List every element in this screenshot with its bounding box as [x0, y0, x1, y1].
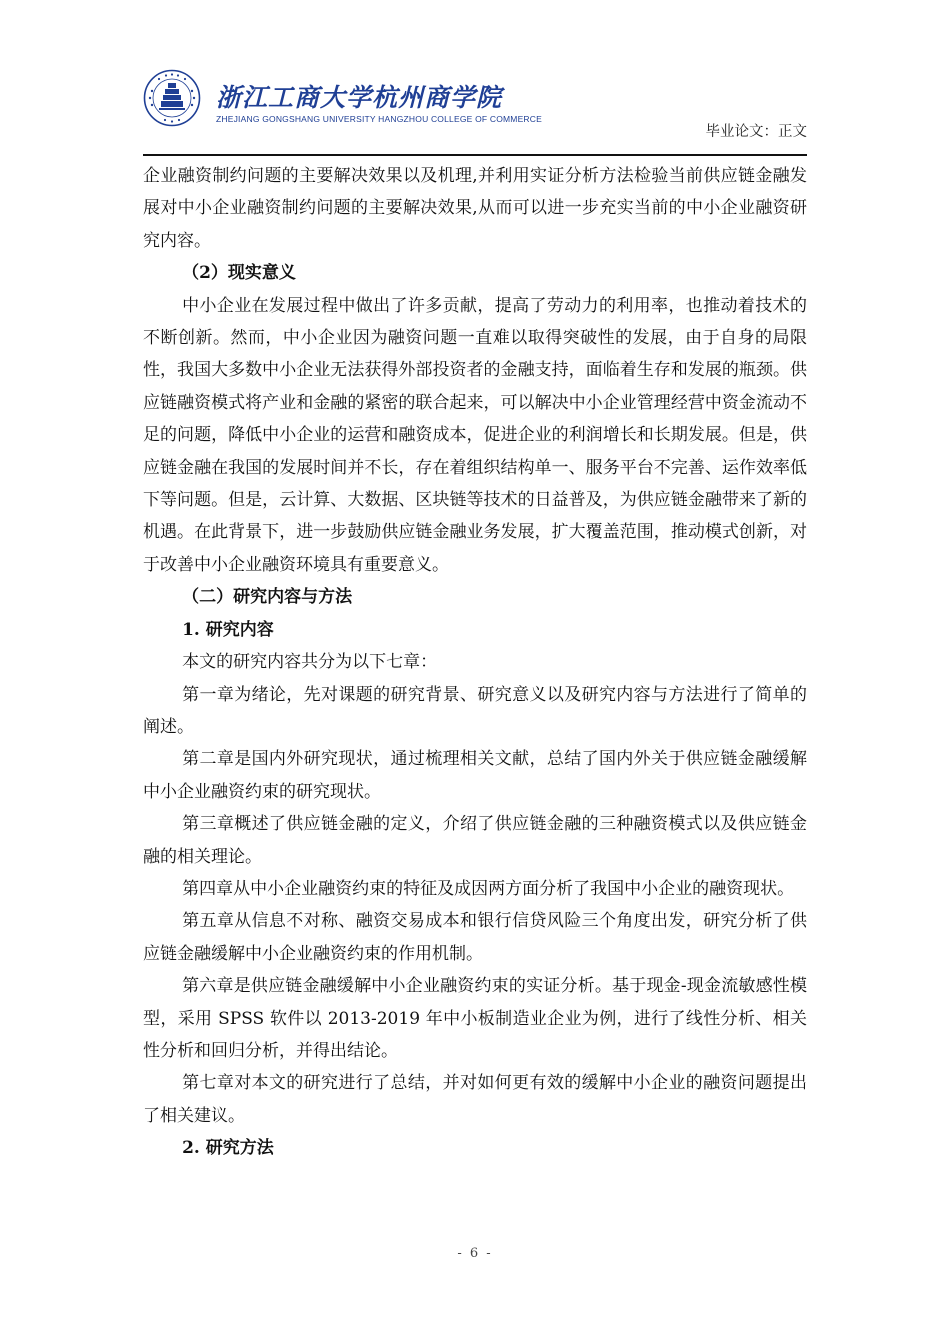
- paragraph-chapter-6: 第六章是供应链金融缓解中小企业融资约束的实证分析。基于现金-现金流敏感性模型，采用 SPSS 软件以 2013-2019 年中小板制造业企业为例，进行了线性分析、相关性分析和回归分析，并得出结论。: [143, 976, 807, 1061]
- school-name-en: ZHEJIANG GONGSHANG UNIVERSITY HANGZHOU COLLEGE OF COMMERCE: [216, 114, 542, 124]
- running-head: 毕业论文：正文: [705, 124, 807, 140]
- school-logo-text: [216, 84, 542, 125]
- school-seal-logo: [143, 69, 201, 127]
- paragraph-practical-significance: 中小企业在发展过程中做出了许多贡献，提高了劳动力的利用率，也推动着技术的不断创新。然而，中小企业因为融资问题一直难以取得突破性的发展，由于自身的局限性，我国大多数中小企业无法获得外部投资者的金融支持，面临着生存和发展的瓶颈。供应链融资模式将产业和金融的紧密的联合起来，可以解决中小企业管理经营中资金流动不足的问题，降低中小企业的运营和融资成本，促进企业的利润增长和长期发展。但是，供应链金融在我国的发展时间并不长，存在着组织结构单一、服务平台不完善、运作效率低下等问题。但是，云计算、大数据、区块链等技术的日益普及，为供应链金融带来了新的机遇。在此背景下，进一步鼓励供应链金融业务发展，扩大覆盖范围，推动模式创新，对于改善中小企业融资环境具有重要意义。: [143, 295, 807, 575]
- heading-research-content: 1. 研究内容: [182, 619, 274, 640]
- paragraph-chapter-4: 第四章从中小企业融资约束的特征及成因两方面分析了我国中小企业的融资现状。: [182, 878, 795, 899]
- page-number: - 6 -: [457, 1246, 493, 1261]
- paragraph-chapter-5: 第五章从信息不对称、融资交易成本和银行信贷风险三个角度出发，研究分析了供应链金融缓解中小企业融资约束的作用机制。: [143, 911, 807, 964]
- paragraph-chapter-3: 第三章概述了供应链金融的定义，介绍了供应链金融的三种融资模式以及供应链金融的相关理论。: [143, 814, 807, 867]
- paragraph-continued: 企业融资制约问题的主要解决效果以及机理,并利用实证分析方法检验当前供应链金融发展对中小企业融资制约问题的主要解决效果,从而可以进一步充实当前的中小企业融资研究内容。: [143, 166, 807, 251]
- paragraph-chapter-1: 第一章为绪论，先对课题的研究背景、研究意义以及研究内容与方法进行了简单的阐述。: [143, 684, 807, 737]
- body-content: [143, 160, 807, 1165]
- paragraph-chapter-7: 第七章对本文的研究进行了总结，并对如何更有效的缓解中小企业的融资问题提出了相关建议。: [143, 1073, 807, 1126]
- header-rule: [143, 154, 807, 156]
- paragraph-chapter-2: 第二章是国内外研究现状，通过梳理相关文献，总结了国内外关于供应链金融缓解中小企业融资约束的研究现状。: [143, 749, 807, 802]
- heading-practical-significance: （2）现实意义: [182, 263, 296, 284]
- heading-research-content-method: （二）研究内容与方法: [182, 587, 353, 608]
- heading-research-method: 2. 研究方法: [182, 1138, 274, 1159]
- paragraph-chapters-intro: 本文的研究内容共分为以下七章：: [182, 652, 438, 673]
- school-name-cn: 浙江工商大学杭州商学院: [216, 83, 503, 112]
